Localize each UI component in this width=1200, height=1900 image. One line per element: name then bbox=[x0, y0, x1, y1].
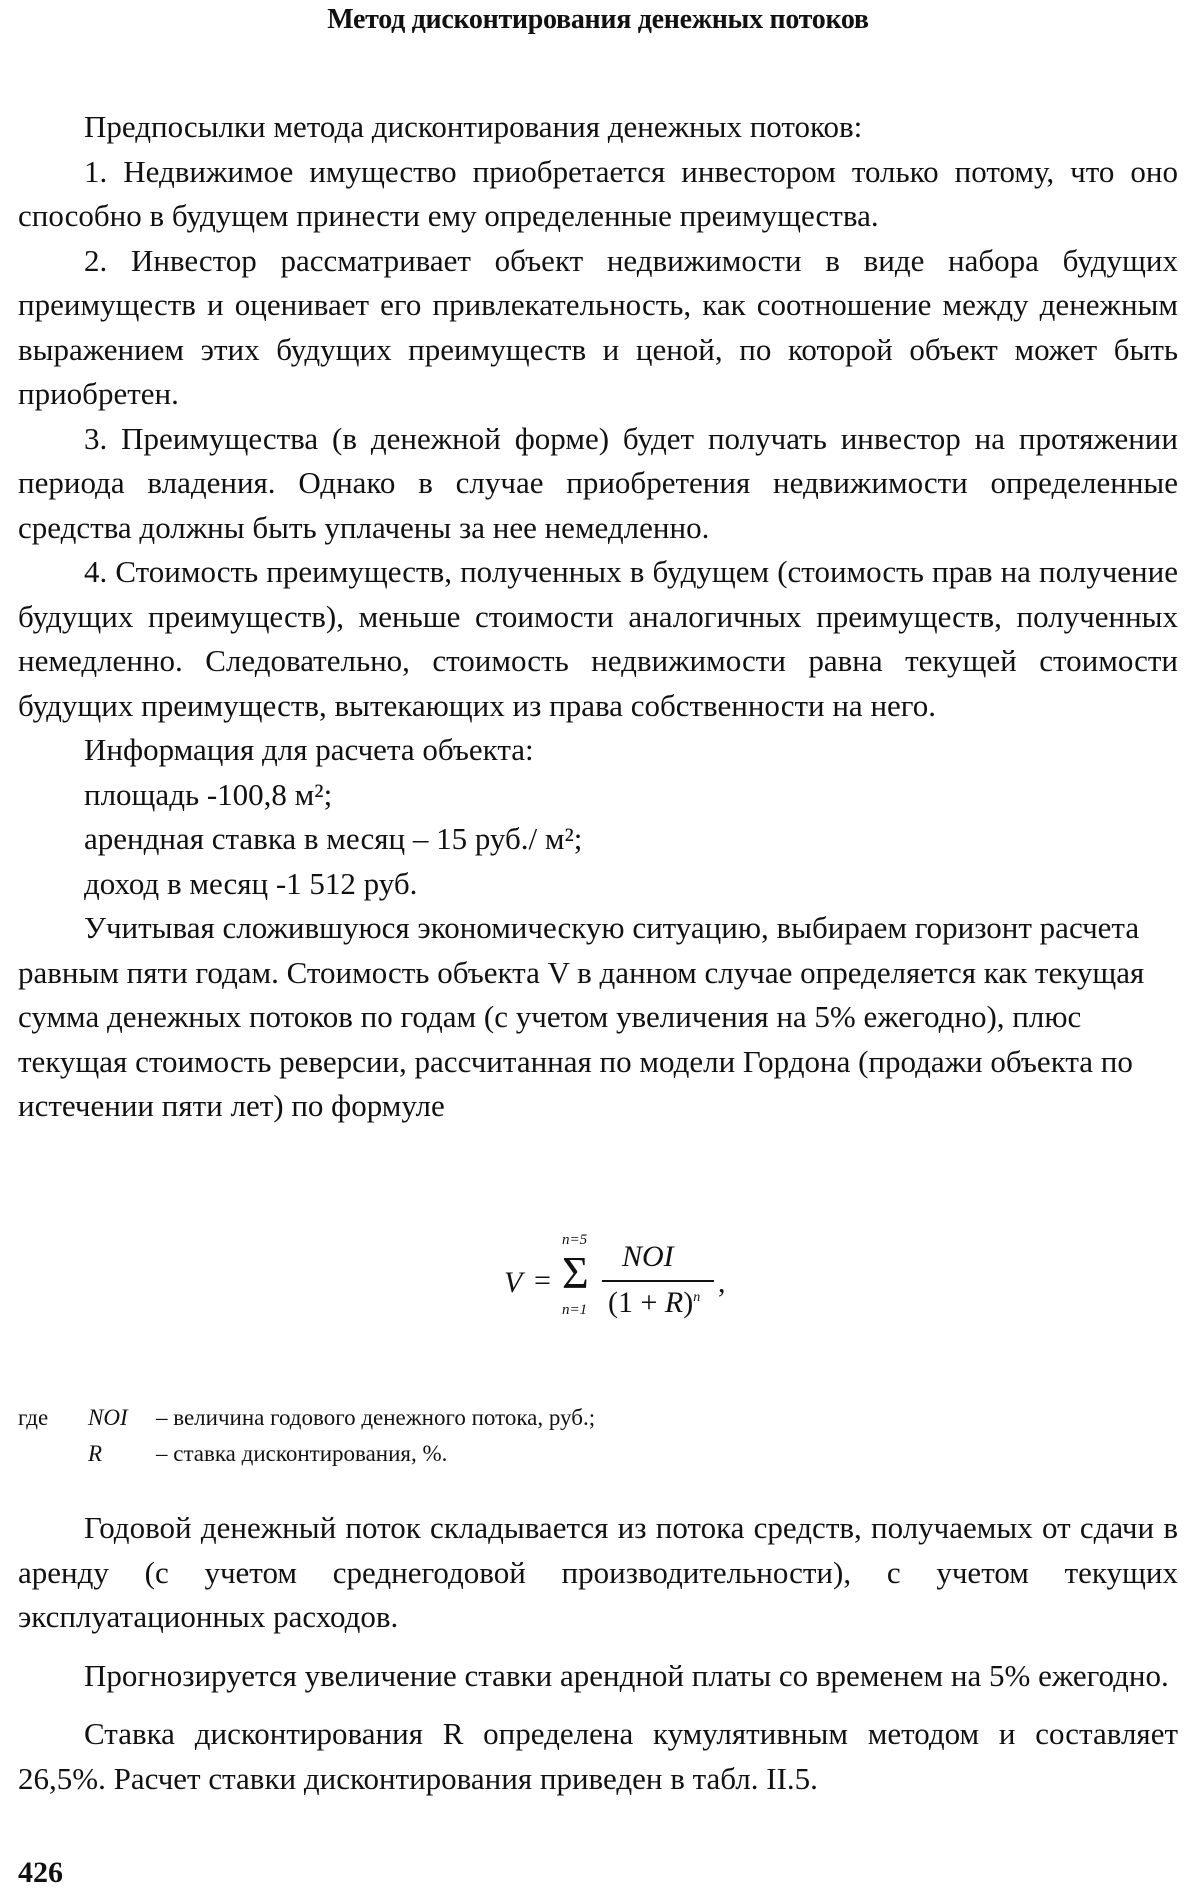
definition-symbol: R bbox=[88, 1441, 103, 1466]
paragraph-cash-flow: Годовой денежный поток складывается из потока средств, получаемых от сдачи в аренду (с учетом среднегодовой производительности), с учетом текущих эксплуатационных расходов. bbox=[18, 1510, 1178, 1634]
paragraph-income: доход в месяц -1 512 руб. bbox=[84, 865, 418, 901]
formula-denominator-open: (1 + bbox=[608, 1286, 665, 1319]
document-page bbox=[18, 0, 1178, 1900]
formula-denominator-close: ) bbox=[683, 1286, 694, 1319]
paragraph-item-4: 4. Стоимость преимуществ, полученных в будущем (стоимость прав на получение будущих преимуществ), меньше стоимости аналогичных преимуществ, полученных немедленно. Следовательно, стоимость недвижимости равна текущей стоимости будущих преимуществ, вытекающих из права собственности на него. bbox=[18, 554, 1178, 723]
definition-row bbox=[18, 1436, 1178, 1472]
paragraph-intro: Предпосылки метода дисконтирования денежных потоков: bbox=[84, 109, 863, 144]
definition-text: – величина годового денежного потока, руб.; bbox=[156, 1405, 596, 1430]
paragraph-rent-rate: арендная ставка в месяц – 15 руб./ м²; bbox=[84, 821, 583, 856]
formula-upper-limit: n=5 bbox=[562, 1232, 588, 1248]
formula-exponent: n bbox=[693, 1290, 701, 1305]
formula-lower-limit: n=1 bbox=[562, 1302, 588, 1318]
body-text bbox=[18, 105, 1178, 1129]
dcf-formula bbox=[504, 1232, 764, 1340]
definitions-lead: где bbox=[18, 1405, 49, 1430]
definition-symbol: NOI bbox=[88, 1405, 128, 1430]
paragraph-info-heading: Информация для расчета объекта: bbox=[84, 732, 534, 767]
page-title: Метод дисконтирования денежных потоков bbox=[327, 4, 869, 35]
formula-equals: = bbox=[534, 1264, 551, 1297]
formula-denominator bbox=[608, 1286, 700, 1320]
paragraph-item-3: 3. Преимущества (в денежной форме) будет получать инвестор на протяжении периода владения. Однако в случае приобретения недвижимости определенные средства должны быть уплачены за нее немедленно. bbox=[18, 420, 1178, 545]
formula-lhs: V bbox=[504, 1266, 523, 1299]
formula-fraction-bar bbox=[602, 1280, 714, 1282]
paragraph-area: площадь -100,8 м²; bbox=[84, 776, 333, 812]
body-text-continued bbox=[18, 1506, 1178, 1815]
paragraph-item-1: 1. Недвижимое имущество приобретается инвестором только потому, что оно способно в будущем принести ему определенные преимущества. bbox=[18, 153, 1178, 233]
formula-trailing-comma: , bbox=[718, 1266, 726, 1299]
paragraph-rent-growth: Прогнозируется увеличение ставки арендной платы со временем на 5% ежегодно. bbox=[84, 1657, 1169, 1693]
formula-denominator-var: R bbox=[664, 1286, 684, 1319]
formula-sum-symbol: Σ bbox=[562, 1247, 589, 1298]
definition-text: – ставка дисконтирования, %. bbox=[156, 1441, 448, 1466]
formula-numerator: NOI bbox=[622, 1240, 674, 1273]
paragraph-horizon: Учитывая сложившуюся экономическую ситуацию, выбираем горизонт расчета равным пяти годам. Стоимость объекта V в данном случае определяется как текущая сумма денежных потоков по годам (с учетом увеличения на 5% ежегодно), плюс текущая стоимость реверсии, рассчитанная по модели Гордона (продажи объекта по истечении пяти лет) по формуле bbox=[18, 910, 1145, 1123]
page-number: 426 bbox=[18, 1856, 63, 1889]
definition-row bbox=[18, 1400, 1178, 1436]
paragraph-discount-rate: Ставка дисконтирования R определена кумулятивным методом и составляет 26,5%. Расчет ставки дисконтирования приведен в табл. II.5. bbox=[18, 1716, 1178, 1796]
paragraph-item-2: 2. Инвестор рассматривает объект недвижимости в виде набора будущих преимуществ и оценивает его привлекательность, как соотношение между денежным выражением этих будущих преимуществ и ценой, по которой объект может быть приобретен. bbox=[18, 242, 1178, 411]
definitions-block bbox=[18, 1400, 1178, 1472]
